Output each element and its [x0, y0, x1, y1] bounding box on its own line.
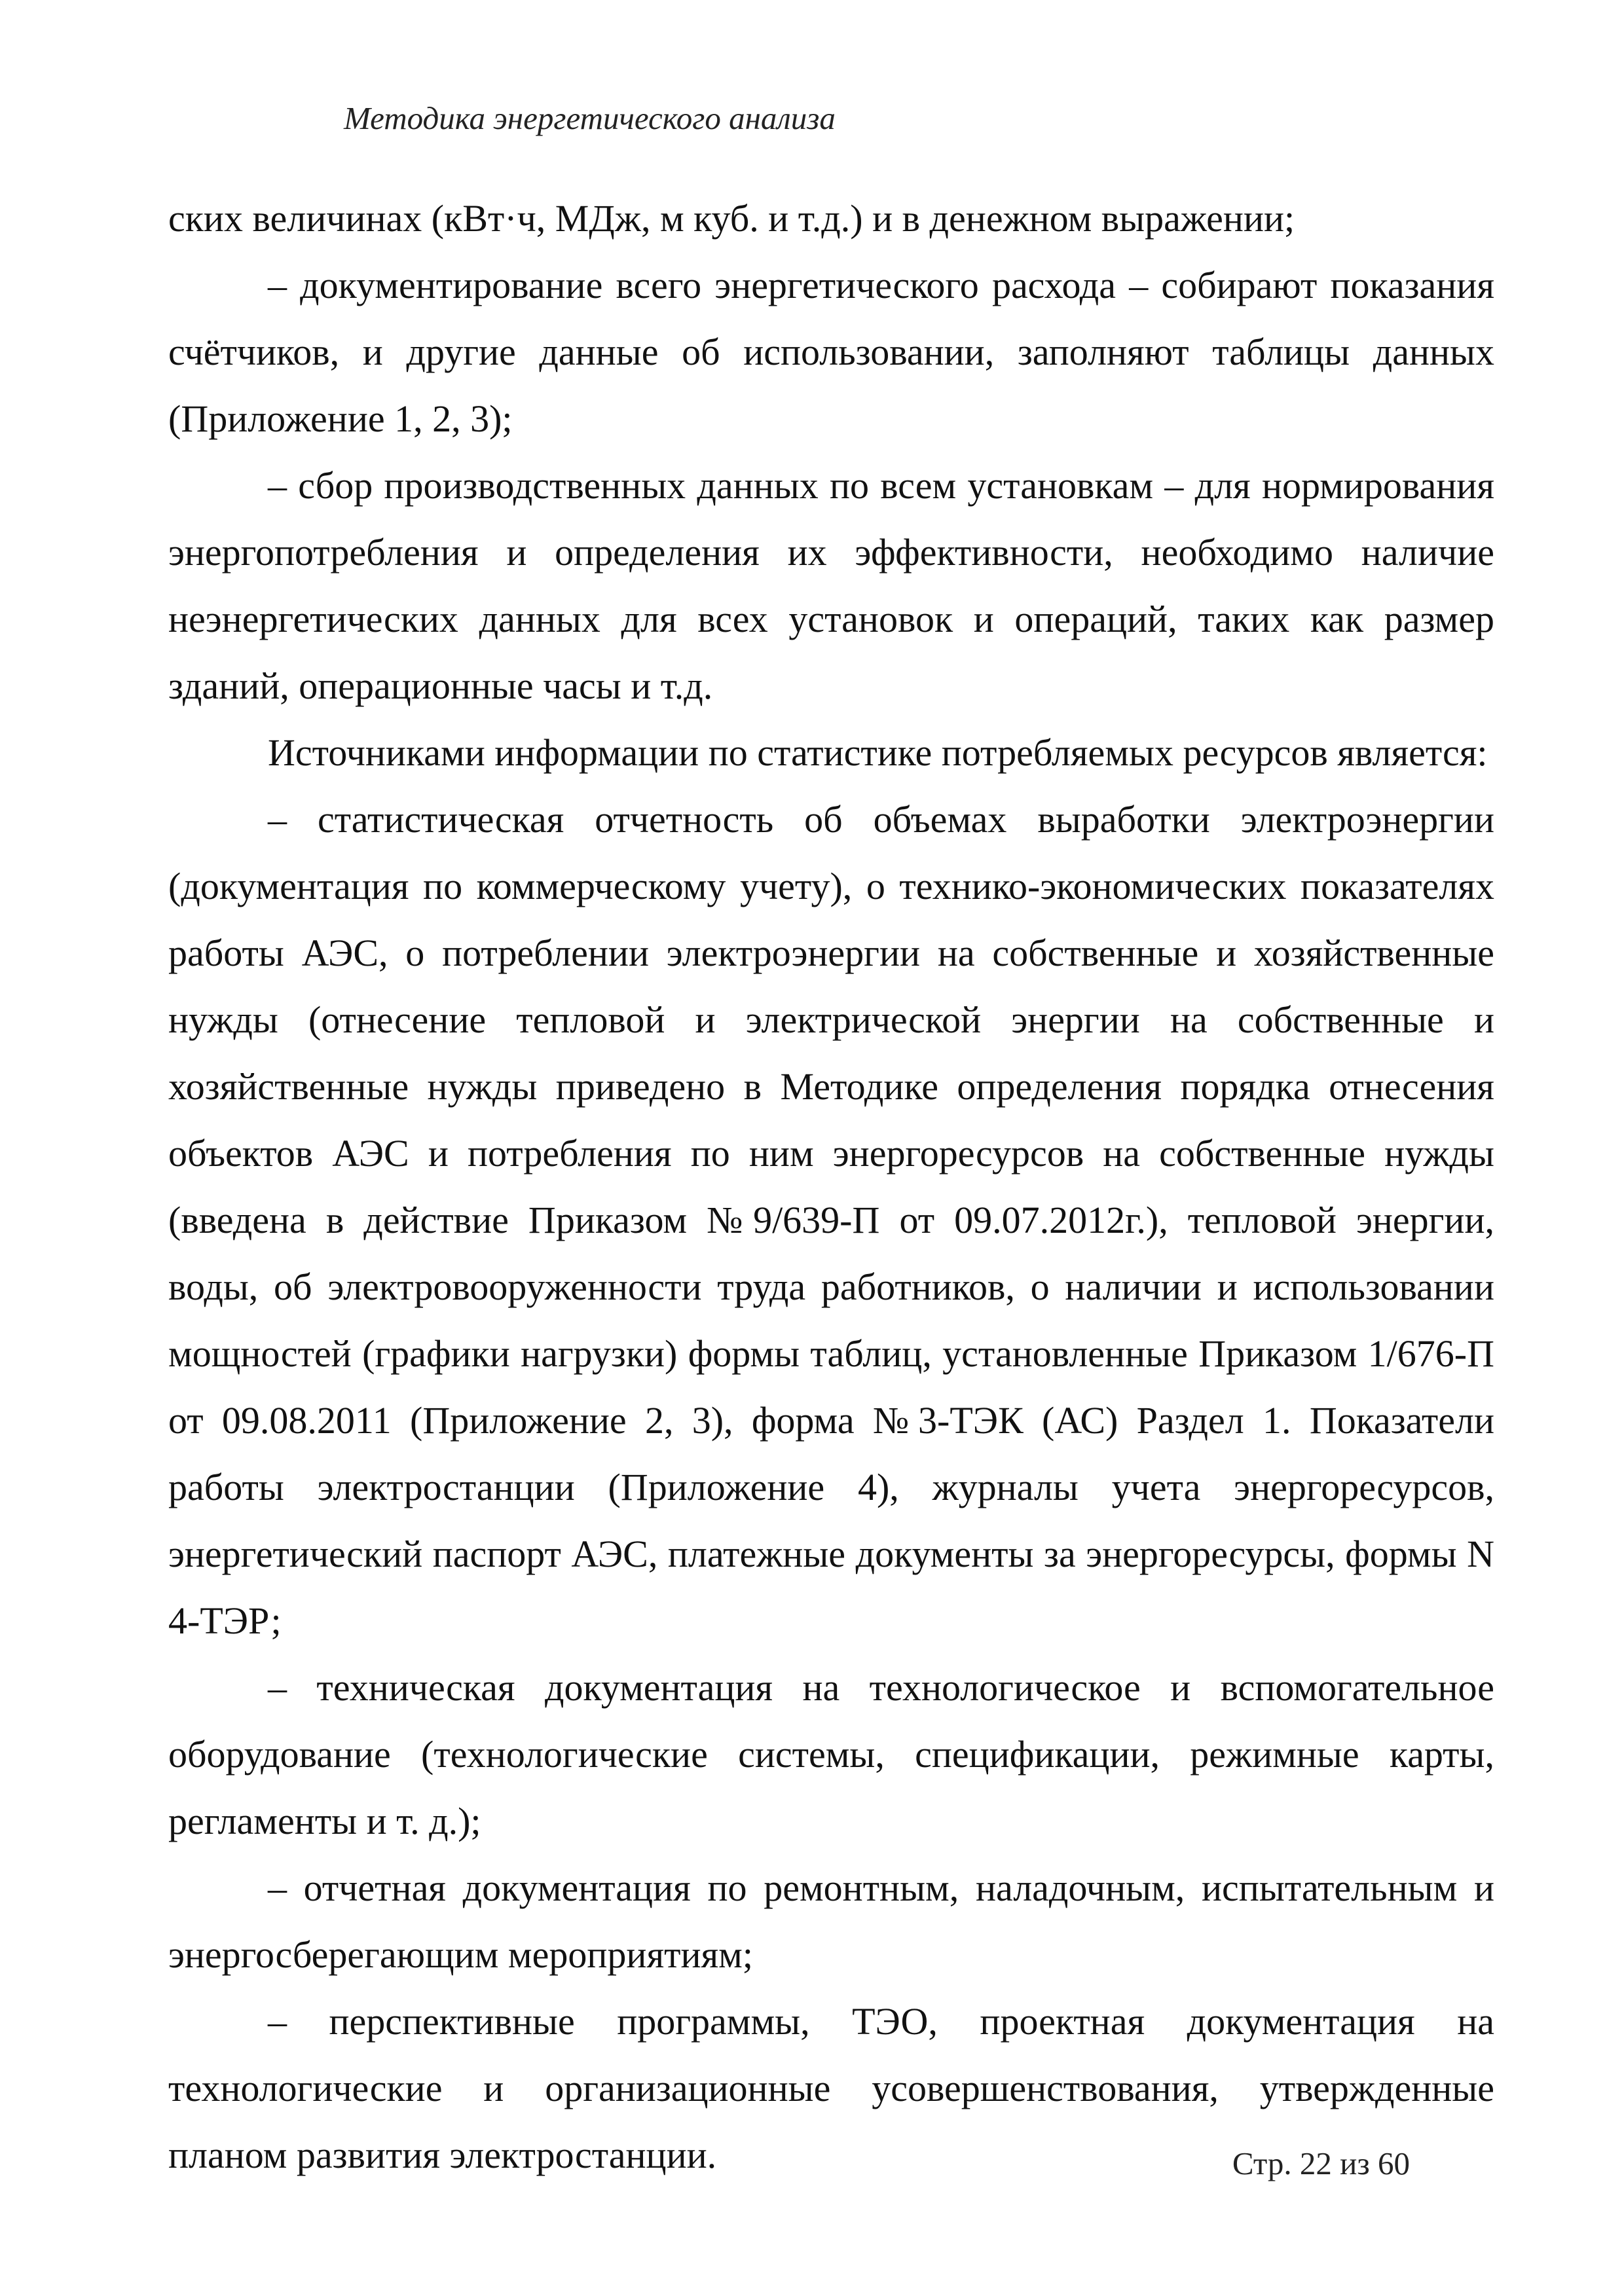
paragraph-item-production-data: – сбор производственных данных по всем установкам – для нормирования энергопотребления и определения их эффективности, необходимо наличие неэнергетических данных для всех установок и операций, таких как размер зданий, операционные часы и т.д.: [168, 464, 1494, 707]
paragraph-continuation: ских величинах (кВт·ч, МДж, м куб. и т.д.) и в денежном выражении;: [168, 197, 1295, 240]
paragraph-item-technical-docs: – техническая документация на технологическое и вспомогательное оборудование (технологические системы, спецификации, режимные карты, регламенты и т. д.);: [168, 1666, 1494, 1842]
document-body: [168, 185, 1494, 2189]
paragraph-item-statistics: – статистическая отчетность об объемах выработки электроэнергии (документация по коммерческому учету), о технико-экономических показателях работы АЭС, о потреблении электроэнергии на собственные и хозяйственные нужды (отнесение тепловой и электрической энергии на собственные и хозяйственные нужды приведено в Методике определения порядка отнесения объектов АЭС и потребления по ним энергоресурсов на собственные нужды (введена в действие Приказом №9/639-П от 09.07.2012г.), тепловой энергии, воды, об электровооруженности труда работников, о наличии и использовании мощностей (графики нагрузки) формы таблиц, установленные Приказом 1/676-П от 09.08.2011 (Приложение 2, 3), форма №3-ТЭК (АС) Раздел 1. Показатели работы электростанции (Приложение 4), журналы учета энергоресурсов, энергетический паспорт АЭС, платежные документы за энергоресурсы, формы N 4-ТЭР;: [168, 798, 1494, 1642]
page-number: Стр. 22 из 60: [1232, 2145, 1410, 2181]
running-header: Методика энергетического анализа: [344, 100, 836, 136]
paragraph-sources-intro: Источниками информации по статистике потребляемых ресурсов является:: [268, 731, 1488, 774]
paragraph-item-report-docs: – отчетная документация по ремонтным, наладочным, испытательным и энергосберегающим мероприятиям;: [168, 1867, 1494, 1976]
paragraph-item-documenting: – документирование всего энергетического расхода – собирают показания счётчиков, и другие данные об использовании, заполняют таблицы данных (Приложение 1, 2, 3);: [168, 264, 1494, 440]
paragraph-item-programs: – перспективные программы, ТЭО, проектная документация на технологические и организационные усовершенствования, утвержденные планом развития электростанции.: [168, 2000, 1494, 2176]
